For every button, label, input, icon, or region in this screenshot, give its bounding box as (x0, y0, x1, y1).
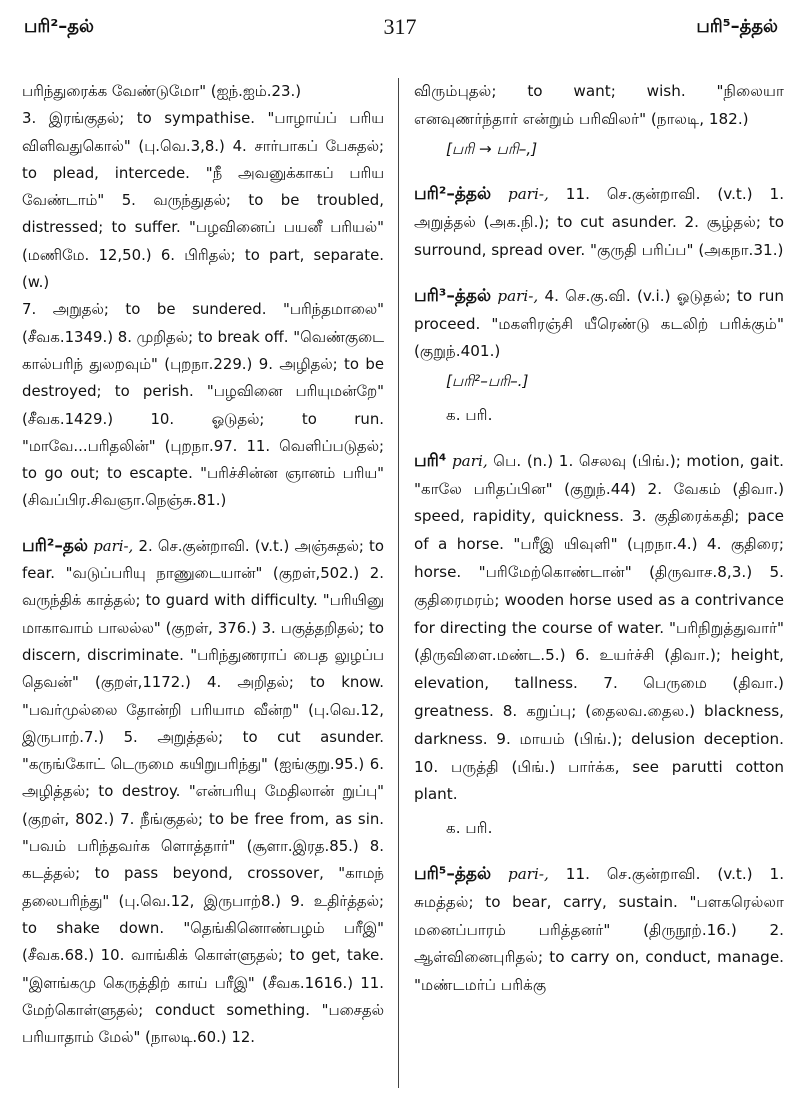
headword: பரி⁵–த்தல் (414, 863, 492, 884)
entry-text (414, 283, 784, 366)
entry-pari2-ttal (414, 181, 784, 264)
word-class: பெ. (n.) (493, 451, 554, 470)
page-number: 317 (383, 14, 417, 39)
entry-text (414, 861, 784, 1000)
transliteration: pari-, (508, 864, 549, 883)
page-header (0, 10, 800, 50)
header-right-guideword: பரி⁵–த்தல் (696, 16, 778, 37)
word-class: 11. செ.குன்றாவி. (v.t.) (565, 864, 753, 883)
headword: பரி³–த்தல் (414, 285, 492, 306)
entry-text (414, 181, 784, 264)
definition-body: ஓடுதல்; to run proceed. "மகளிரஞ்சி யீரெண்டு கடலிற் பரிக்கும்" (குறுந்.401.) (414, 286, 784, 361)
word-class: 2. செ.குன்றாவி. (v.t.) (138, 536, 290, 555)
word-class: 4. செ.கு.வி. (v.i.) (544, 286, 671, 305)
entry-text: பரிந்துரைக்க வேண்டுமோ" (ஐந்.ஐம்.23.) (22, 82, 302, 100)
definition-body: அஞ்சுதல்; to fear. "வடுப்பரியு நாணுடையான்" (குறள்,502.) 2. வருந்திக் காத்தல்; to guard with difficulty. "பரியினு மாகாவாம் பாலல்ல" (குறள், 376.) 3. பகுத்தறிதல்; to discern, discriminate. "பரிந்துணராப் பைத லுழப்ப தெவன்" (குறள்,1172.) 4. அறிதல்; to know. "பவர்முல்லை தோன்றி பரியாம வீன்ற" (பு.வெ.12, இருபாற்.7.) 5. அறுத்தல்; to cut asunder. "கருங்கோட் டெருமை கயிறுபரிந்து" (ஐங்குறு.95.) 6. அழித்தல்; to destroy. "என்பரியு மேதிலான் றுப்பு" (குறள், 802.) 7. நீங்குதல்; to be free from, as sin. "பவம் பரிந்தவர்க ளொத்தார்" (சூளா.இரத.85.) 8. கடத்தல்; to pass beyond, crossover, "காமந் தலைபரிந்து" (பு.வெ.12, இருபாற்8.) 9. உதிர்த்தல்; to shake down. "தெங்கினொண்பழம் பரீஇ" (சீவக.68.) 10. வாங்கிக் கொள்ளுதல்; to get, take. "இளங்கமு கெருத்திற் காய் பரீஇ" (சீவக.1616.) 11. மேற்கொள்ளுதல்; conduct something. "பசைதல் பரியாதாம் மேல்" (நாலடி.60.) 12. (22, 536, 385, 1047)
right-column (414, 78, 784, 1000)
definition-body: 1. அறுத்தல் (அக.நி.); to cut asunder. 2. சூழ்தல்; to surround, spread over. "குருதி பரிப்ப" (அகநா.31.) (414, 185, 785, 259)
entry-continuation-pari1 (22, 78, 384, 515)
entry-pari5-ttal (414, 861, 784, 1000)
entry-pari2-tal (22, 533, 384, 1052)
header-left-guideword: பரி²–தல் (24, 16, 94, 37)
transliteration: pari-, (93, 536, 134, 555)
entry-pari4 (414, 448, 784, 843)
transliteration: pari, (451, 451, 488, 470)
entry-text: விரும்புதல்; to want; wish. "நிலையா எனவுணர்ந்தார் என்றும் பரிவிலர்" (நாலடி, 182.) (414, 82, 784, 128)
word-class: 11. செ.குன்றாவி. (v.t.) (565, 185, 753, 204)
entry-text: 7. அறுதல்; to be sundered. "பரிந்தமாலை" (சீவக.1349.) 8. முறிதல்; to break off. "வெண்குடை கால்பரிந் துலறவும்" (புறநா.229.) 9. அழிதல்; to be destroyed; to perish. "பழவினை பரியுமன்றே" (சீவக.1429.) 10. ஓடுதல்; to run. "மாவே...பரிதலின்" (புறநா.97. 11. வெளிப்படுதல்; to go out; to escapte. "பரிச்சின்ன ஞானம் பரிய" (சிவப்பிர.சிவஞா.நெஞ்சு.81.) (22, 300, 384, 510)
entry-text (414, 448, 784, 809)
column-divider (398, 78, 399, 1088)
etymology: [பரி → பரி–,] (446, 139, 538, 158)
definition-body: 1. சுமத்தல்; to bear, carry, sustain. "பளகரெல்லா மனைப்பாரம் பரித்தனர்" (திருநூற்.16.) 2. ஆள்வினைபுரிதல்; to carry on, conduct, manage. "மண்டமர்ப் பரிக்கு (414, 864, 785, 995)
transliteration: pari-, (497, 286, 539, 305)
definition-body: 1. செலவு (பிங்.); motion, gait. "காலே பரிதப்பின" (குறுந்.44) 2. வேகம் (திவா.) speed, rapidity, quickness. 3. குதிரைக்கதி; pace of a horse. "பரீஇ யிவுளி" (புறநா.4.) 4. குதிரை; horse. "பரிமேற்கொண்டான்" (திருவாச.8,3.) 5. குதிரைமரம்; wooden horse used as a contrivance for directing the course of water. "பரிநிறுத்துவார்" (திருவிளை.மண்ட.5.) 6. உயர்ச்சி (திவா.); height, elevation, tallness. 7. பெருமை (திவா.) greatness. 8. கறுப்பு; (தைலவ.தைல.) blackness, darkness. 9. மாயம் (பிங்.); delusion deception. 10. பருத்தி (பிங்.) பார்க்க, see parutti cotton plant. (414, 451, 784, 804)
cognate: க. பரி. (446, 405, 493, 424)
headword: பரி²–தல் (22, 535, 89, 556)
cognate: க. பரி. (446, 819, 493, 838)
entry-continuation-pari2 (414, 78, 784, 163)
transliteration: pari-, (508, 185, 549, 204)
entry-text: 3. இரங்குதல்; to sympathise. "பாழாய்ப் பரிய விளிவதுகொல்" (பு.வெ.3,8.) 4. சார்பாகப் பேசுதல்; to plead, intercede. "நீ அவனுக்காகப் பரிய வேண்டாம்" 5. வருந்துதல்; to be troubled, distressed; to suffer. "பழவினைப் பயனீ பரியல்" (மணிமே. 12,50.) 6. பிரிதல்; to part, separate. (w.) (22, 109, 384, 292)
left-column (22, 78, 384, 1051)
etymology: [பரி²–பரி–.] (446, 372, 529, 391)
entry-text (22, 533, 384, 1052)
headword: பரி²–த்தல் (414, 184, 492, 205)
entry-pari3-ttal (414, 283, 784, 430)
headword: பரி⁴ (414, 450, 447, 471)
